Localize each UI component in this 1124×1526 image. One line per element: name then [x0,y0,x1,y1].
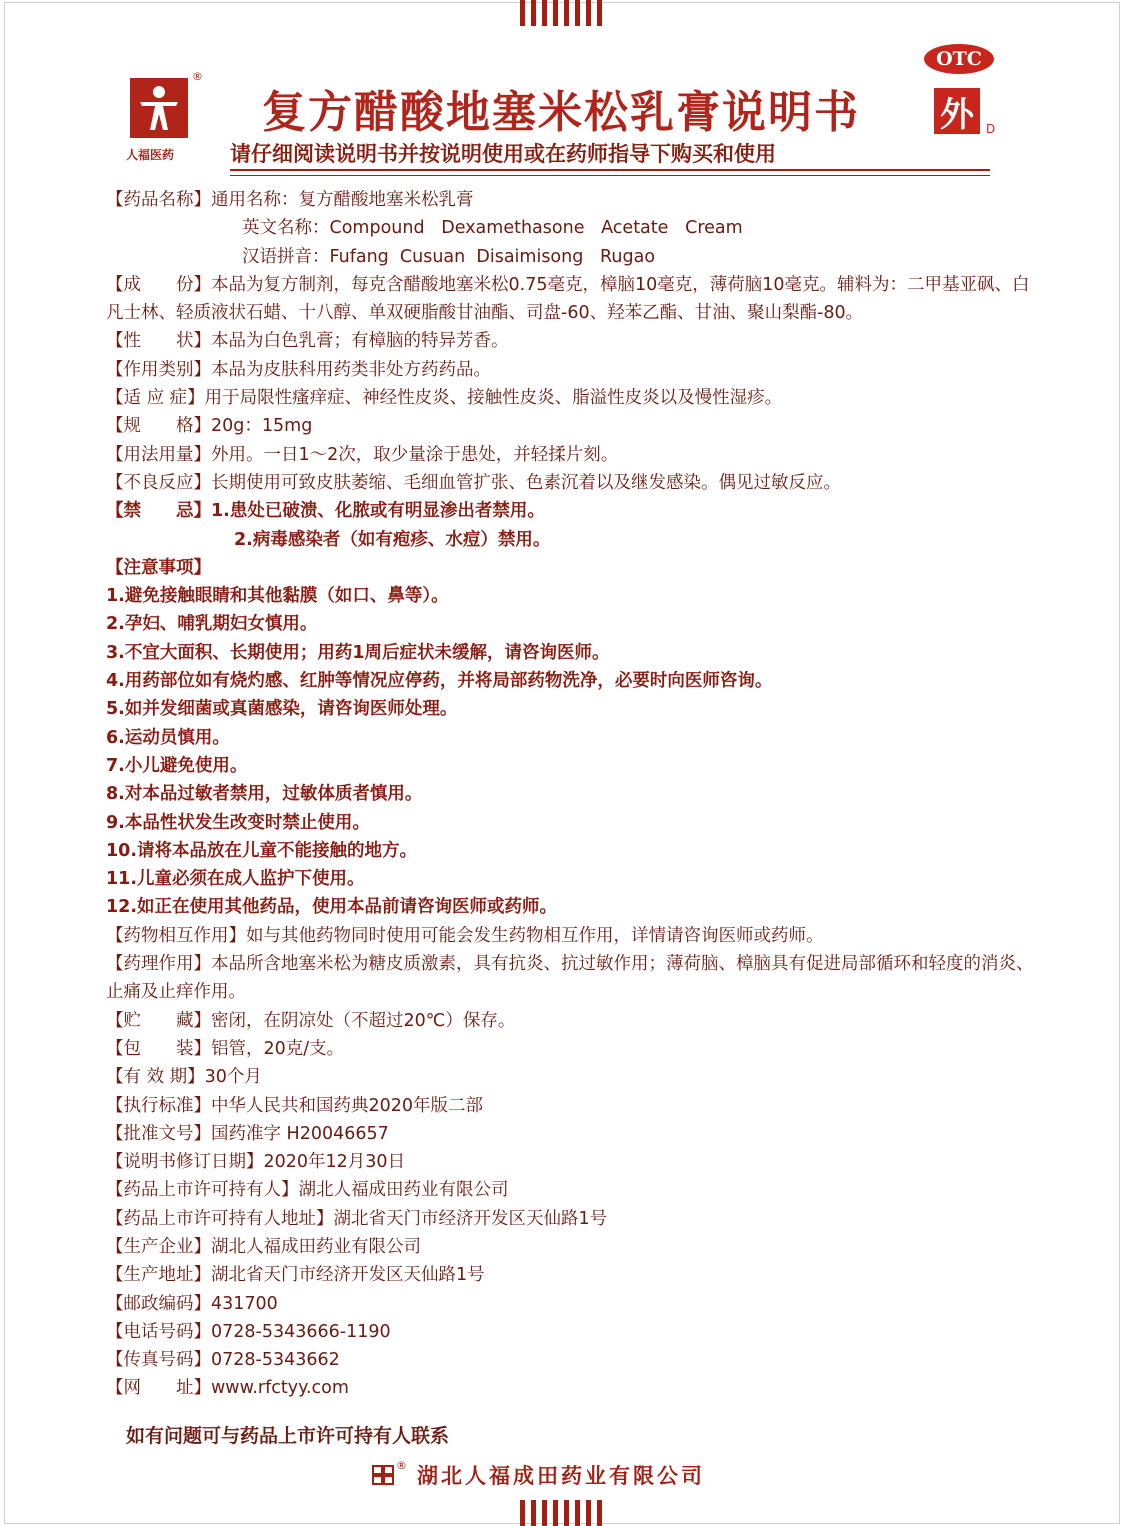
leaflet-line: 【说明书修订日期】2020年12月30日 [106,1152,406,1173]
brand-logo-icon [130,78,188,138]
leaflet-line: 【用法用量】外用。一日1～2次，取少量涂于患处，并轻揉片刻。 [106,444,619,465]
leaflet-line: 【生产企业】湖北人福成田药业有限公司 [106,1236,421,1257]
leaflet-line: 3.不宜大面积、长期使用；用药1周后症状未缓解，请咨询医师。 [106,642,610,663]
leaflet-line: 【网 址】www.rfctyy.com [106,1378,349,1399]
leaflet-line: 【成 份】本品为复方制剂，每克含醋酸地塞米松0.75毫克，樟脑10毫克，薄荷脑10毫克。辅料为：二甲基亚砜、白凡士林、轻质液状石蜡、十八醇、单双硬脂酸甘油酯、司盘-60、羟苯乙酯、甘油、聚山梨酯-80。 [106,274,1030,324]
leaflet-line: 【药品上市许可持有人】湖北人福成田药业有限公司 [106,1180,509,1201]
leaflet-line: 7.小儿避免使用。 [106,755,248,776]
leaflet-line: 1.避免接触眼睛和其他黏膜（如口、鼻等）。 [106,586,449,607]
leaflet-line: 【电话号码】0728-5343666-1190 [106,1321,391,1342]
leaflet-line: 【批准文号】国药准字 H20046657 [106,1123,389,1144]
leaflet-line: 【性 状】本品为白色乳膏；有樟脑的特异芳香。 [106,331,509,352]
external-use-badge: 外 [934,88,980,134]
leaflet-line: 【不良反应】长期使用可致皮肤萎缩、毛细血管扩张、色素沉着以及继发感染。偶见过敏反应。 [106,472,841,493]
leaflet-line: 10.请将本品放在儿童不能接触的地方。 [106,840,417,861]
company-logo-icon [372,1465,394,1485]
leaflet-line: 【传真号码】0728-5343662 [106,1350,340,1371]
leaflet-line: 汉语拼音：Fufang Cusuan Disaimisong Rugao [242,246,656,267]
page-subtitle: 请仔细阅读说明书并按说明使用或在药师指导下购买和使用 [230,142,776,166]
leaflet-line: 【适 应 症】用于局限性瘙痒症、神经性皮炎、接触性皮炎、脂溢性皮炎以及慢性湿疹。 [106,388,783,409]
leaflet-line: 【药理作用】本品所含地塞米松为糖皮质激素，具有抗炎、抗过敏作用；薄荷脑、樟脑具有促进局部循环和轻度的消炎、止痛及止痒作用。 [106,954,1034,1003]
bottom-decoration-bars [520,1500,602,1526]
leaflet-line: 8.对本品过敏者禁用，过敏体质者慎用。 [106,784,423,805]
footer-company-row [372,1460,705,1490]
company-registered-mark: ® [396,1458,407,1472]
leaflet-line: 4.用药部位如有烧灼感、红肿等情况应停药，并将局部药物洗净，必要时向医师咨询。 [106,671,773,692]
leaflet-line: 【药品名称】通用名称：复方醋酸地塞米松乳膏 [106,190,474,210]
leaflet-line: 【禁 忌】1.患处已破溃、化脓或有明显渗出者禁用。 [106,501,545,522]
page-title: 复方醋酸地塞米松乳膏说明书 [262,87,860,138]
leaflet-line: 英文名称：Compound Dexamethasone Acetate Cream [242,218,743,239]
leaflet-line: 【药品上市许可持有人地址】湖北省天门市经济开发区天仙路1号 [106,1208,608,1229]
contact-note: 如有问题可与药品上市许可持有人联系 [126,1425,450,1447]
leaflet-line: 【贮 藏】密闭，在阴凉处（不超过20℃）保存。 [106,1010,516,1031]
leaflet-line: 5.如并发细菌或真菌感染，请咨询医师处理。 [106,699,458,720]
footer-company-name: 湖北人福成田药业有限公司 [417,1464,705,1488]
logo-registered-mark: ® [192,70,203,83]
leaflet-line: 【有 效 期】30个月 [106,1067,262,1088]
otc-badge: OTC [924,44,994,74]
leaflet-line: 2.孕妇、哺乳期妇女慎用。 [106,614,318,635]
leaflet-line: 【注意事项】 [106,557,211,578]
leaflet-line: 2.病毒感染者（如有疱疹、水痘）禁用。 [234,529,551,550]
leaflet-line: 【执行标准】中华人民共和国药典2020年版二部 [106,1095,484,1116]
leaflet-line: 【邮政编码】431700 [106,1293,278,1314]
external-use-badge-suffix: D [986,122,996,136]
leaflet-line: 【生产地址】湖北省天门市经济开发区天仙路1号 [106,1265,485,1286]
leaflet-line: 12.如正在使用其他药品，使用本品前请咨询医师或药师。 [106,897,557,918]
header-divider [230,169,990,171]
top-decoration-bars [520,0,602,26]
leaflet-line: 11.儿童必须在成人监护下使用。 [106,869,365,890]
leaflet-line: 6.运动员慎用。 [106,727,230,748]
leaflet-body [106,186,1046,1403]
header-divider-thin [230,175,990,176]
leaflet-line: 【作用类别】本品为皮肤科用药类非处方药药品。 [106,359,491,380]
leaflet-line: 【包 装】铝管，20克/支。 [106,1038,345,1059]
brand-name: 人福医药 [126,148,175,162]
leaflet-line: 9.本品性状发生改变时禁止使用。 [106,812,370,833]
leaflet-line: 【药物相互作用】如与其他药物同时使用可能会发生药物相互作用，详情请咨询医师或药师。 [106,925,824,946]
leaflet-line: 【规 格】20g：15mg [106,416,313,437]
